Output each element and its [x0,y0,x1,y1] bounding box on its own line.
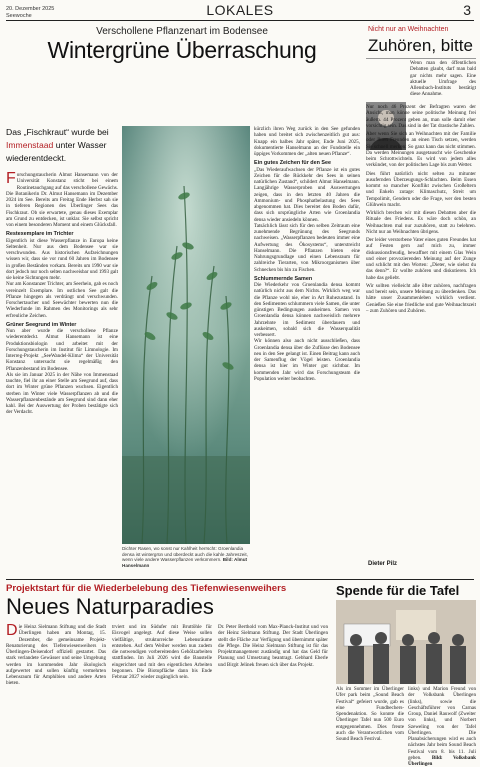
paragraph-text: orschungstaucherin Almut Hansemann von der Universität Konstanz sticht bei einem Routinetauchgang auf das verschollene Gewächs. Die Botanikerin Dr. Almut Hansemann im Dezember 2024 im See. Bereits am Freitag Ende Herbst sah sie in tieferen Regionen des Überlinger Sees das Fischkraut. Ob sie erwartete, genau dieses Exemplar am Grund zu entdecken, ist unklar. Sie selbst spricht von einem besonderen Moment und einem Glücksfall. [6,172,118,228]
header-rule [6,20,474,21]
tafel-text-right [408,686,476,767]
teaser-highlight: Immenstaad [6,140,54,150]
paragraph-text: Schlummernde Samen [254,275,313,282]
bottom-article-column-1 [6,624,106,712]
bottom-article-headline: Neues Naturparadies [6,594,214,619]
page-number: 3 [463,2,471,18]
tafel-text-left: Als im Sommer im Überlinger Ufer park beim „Sound Beach Festival“ gefeiert wurde, gab es eine Fundbechers-Spendenaktion. So konnte die Überlinger Tafel nun 500 Euro entgegennehmen. Dies freute auch die Verantwortlichen vom Sound Beach Festival. [336,686,404,742]
column-paragraph: Der leider verstorbene Vater eines guten Freundes hat auf Festen gern auf mich zu, immer diskussionsfreudig, bewaffnet mit einem Glas Wein und einer provozierenden Meinung auf der Zunge und schlicht mit den Worten: „Dieter, wie siehst du das denn?“. Er wollte zuhören und diskutieren. Ich habe das geliebt. [366,237,476,281]
column-title: Zuhören, bitte [368,36,473,55]
paragraph [254,167,360,223]
column-paragraph: Wirklich brechen wir mit diesen Debatten aber die Rituale des Friedens. Es wäre doch schön, an Weihnachten mal nur zuzuhören, statt zu belehren. Nicht nur an Weihnachten übrigens. [366,210,476,235]
teaser-text: Das „Fischkraut“ wurde bei [6,127,109,137]
bottom-article-column-3 [218,624,328,712]
paragraph-text: Restexemplare im Trichter [6,231,74,238]
paragraph-text: Wir können also auch nicht ausschließen, dass Groenlandia densa über die Zuflüsse den Bodensee neu in den See gelangt ist. Einen Beitrag kann auch der Samenflug der Vögel leisten. Groenlandia densa ist hier im Winter gut sichtbar. Im kommenden Jahr wird das Forschungsteam die Population weiter beobachten. [254,338,360,382]
paragraph [6,624,106,687]
article-teaser [6,126,118,165]
bottom-article-column-2 [112,624,212,712]
paragraph [112,624,212,680]
caption-text: Dichter Rasen, wo sonst nur Kahlheit herrscht: Groenlandia densa ist wintergrün und überdeckt auch die kahle Jahreszeit, wenn viele andere Wasserpflanzen verkümmern. [122,546,248,563]
paragraph [254,282,360,338]
column-paragraph: Wir sollten vielleicht alle öfter zuhören, nachfragen und bereit sein, unsere Meinung zu überdenken. Das hätte unser Zusammenleben wirklich verdient. Genießen Sie eine friedliche und gute Weihnachtszeit – zum Zuhören und Zuhören. [366,282,476,314]
section-title: LOKALES [206,2,274,18]
paragraph-text: trviert und im Südufer mit Bruttöhle für Eisvogel angelegt. Auf diese Weise sollen vielfältige, strukturreiche Lebensräume entstehen. Auf dem Weiher werden nun zudem die notwendigen vorbereitenden Gehölzarbeiten stattfinden. Im Juli 2026 wird die Baustelle eingerichtet und mit den eigentlichen Arbeiten begonnen. Die Biotopfläche dann bis Ende Februar 2027 wieder zugänglich sein. [112,624,212,680]
column-rule [366,58,476,59]
issue-town: Seewoche [6,12,32,19]
dropcap: D [6,622,18,639]
tafel-headline: Spende für die Tafel [336,583,460,598]
paragraph [6,328,118,372]
paragraph-text: Nur am Konstanzer Trichter, am Seerhein, gab es noch vereinzelt Exemplare. Im ostlichen See galt die Pflanze hingegen als verdrängt und verschwunden. Forschertaucher und Seewächter bewerten nun die Wiederfunde im Rahmen des Monitorings als sehr erfreuliche Zeichen. [6,281,118,319]
caption-credit: Bild: Almut Hanselmann [122,557,248,568]
column-kicker: Nicht nur an Weihnachten [368,26,449,33]
paragraph [254,338,360,382]
paragraph-text: Tatsächlich lässt sich für den selben Zeitraum eine zunehmende Begrünung des Seegrunds nachweisen. „Wasserpflanzen bedeuten immer eine Aufwertung des Ökosystems“, unterstreicht Hanselmann. Die Pflanzen bieten eine Nahrungsgrundlage und einen Lebensraum für zahlreiche Tierarten, von Mikroorganismen über Schnecken bis hin zu Fischen. [254,222,360,273]
dropcap: F [6,170,16,187]
plant-illustration [122,126,250,544]
paragraph-text: „Das Wiederaufwachsen der Pflanze ist ein gutes Zeichen für die Rückkehr des Sees in seinen natürlichen Zustand“, schildert Almut Hanselmann. Langjährige Wasserproben und Auswertungen zeigen, dass in den letzten 40 Jahren die Ammonium- und Phosphatbelastung des Sees abgenommen hat. Dies bereitet den Boden dafür, dass sich ursprüngliche Arten wie Groenlandia densa wieder ansiedeln können. [254,166,360,223]
article-column-1 [6,172,118,582]
column-intro: Wenn man den öffentlichen Debatten glaubt, darf man bald gar nichts mehr sagen. Eine aktuelle Umfrage des Allensbach-Instituts bestätigt diese Annahme. [410,60,476,98]
paragraph-text: Als sie im Januar 2025 in der Nähe von Immenstaad tauchte, fiel ihr an einer Stelle am Seegrund auf, dass dort im Winter grüne Pflanzen wuchsen. Eigentlich sterben im Winter viele Wasserpflanzen ab und die Wasserpflanzenbestände am Seegrund sind dann eher kahl. Bei der Auswertung der Proben bestätigte sich der Verdacht. [6,371,118,416]
paragraph-text: Ein gutes Zeichen für den See [254,160,331,167]
article-column-4 [254,126,360,580]
donation-photo [336,600,476,684]
underwater-plant-photo [122,126,250,544]
column-paragraph: Nur noch 46 Prozent der Befragten waren der Ansicht, man könne seine politische Meinung frei äußern. 44 Prozent geben an, man solle damit eher vorsichtig sein. Das sind in der Tat drastische Zahlen. [366,104,476,129]
paragraph [254,223,360,273]
paragraph-text: Dr. Peter Berthold vom Max-Planck-Institut und von der Heinz Sielmann Stiftung. Der Stadt Überlingen stellt die Fläche zur Verfügung und übernimmt später die Pflege. Die Heinz Sielmann Stiftung ist für das Projektmanagement zuständig und hat das Geld für Planung und Umsetzung beantragt. Gebhard Eberle und Birgit Jelinek freuen sich über das Projekt. [218,624,328,668]
tafel-text-right-body: links) und Marion Freund von der Volksbank Überlingen (links), sowie die Geschäftsführer von Carnas Group, Daniel Rauwolf (Zweiter von links), und Norbert Szeweling von der Tafel Überlingen. Die Planabsicherungen wird es auch nächstes Jahr beim Sound Beach Festival vom 8. bis 11. Juli geben. [408,686,476,761]
tafel-photo-credit: Bild: Volksbank Überlingen [408,754,476,767]
paragraph-text: Eigentlich ist diese Wasserpflanze in Europa keine Seltenheit. Nur aus dem Bodensee war sie verschwunden. Aus historischen Aufzeichnungen wissen wir, dass sie vor rund 60 Jahren im Bodensee in großen Beständen vorkam. Bereits um 1990 war sie dort jedoch nur noch selten nachweisbar und 1993 galt sie keine Sichtungen mehr. [6,237,118,281]
photo-caption [122,546,250,568]
bottom-rule [6,579,474,580]
article-headline: Wintergrüne Überraschung [47,37,317,63]
paragraph [6,372,118,416]
paragraph-text: Die Wiederkehr von Groenlandia densa kommt natürlich nicht aus dem Nichts. Wirklich weg war die Pflanze wohl nie, eher in Art Ruhezustand. In den Sedimenten schlummern viele Samen, die unter günstigen Bedingungen auskeimen. Samen von Groenlandia densa können nachweislich mehrere Jahrzehnte im Sediment überdauern und auskeimen, sobald sich die Wasserqualität verbessert. [254,282,360,338]
paragraph [6,172,118,228]
column-paragraph: Aber wenn Sie sich an Weihnachten mit der Familie oder Ihren Freunden an einen Tisch setzen, werden Sie schnell merken: So ganz kann das nicht stimmen. Da werden Meinungen ausgetauscht wie Geschenke beim Schrottwichteln. Es wird von jedem alles verkündet, von der politischen Lage bis zum Wetter. [366,131,476,169]
bottom-article-kicker: Projektstart für die Wiederbelebung des Tiefenwiesenweihers [6,583,287,594]
issue-date: 20. Dezember 2025 [6,6,55,12]
teaser-text-end: unter Wasser wiederentdeckt. [6,140,107,163]
article-kicker: Verschollene Pflanzenart im Bodensee [96,26,268,37]
paragraph [6,281,118,319]
paragraph-text: kürzlich ihren Weg zurück in den See gefunden haben und breitet sich zwischenzeitlich gut aus: Knapp ein halbes Jahr später, Ende Juni 2025, dokumentierte Hanselmann an der Fundstelle ein üppiges Vorkommen der „alten neuen Pflanze“. [254,126,360,157]
column-body [366,104,476,560]
group-photo-illustration [336,600,476,684]
paragraph-text: Nun aber wurde die verschollene Pflanze wiederentdeckt. Almut Hansemann ist eine Produktionsbiologin und arbeitet mit der Forschungstaucherin im Institut für Limnologie. Im Interreg-Projekt „SeeWandel-Klima“ der Universität Konstanz untersucht sie regelmäßig den Pflanzenbestand im Bodensee. [6,328,118,372]
paragraph-text: ie Heinz Sielmann Stiftung und die Stadt Überlingen haben am Montag, 15. Dezember, die gemeinsame Projekt-Renaturierung des Tiefenwiesenweihers in Überlingen-Deisendorf offiziell gestartet. Das stark verlandete Gewässer und seine Umgebung werden im kommenden Jahr ökologisch aufgewertet und sollen künftig vermehrten Lebensraum für Amphibien und andere Arten bieten. [6,624,106,687]
paragraph-text: Grüner Seegrund im Winter [6,321,77,328]
column-paragraph: Dies führt natürlich nicht selten zu mitunter ausufernden Überzeugungs-Schlachten. Beim Essen kommt so mancher Konflikt zwischen Großeltern und Enkeln zutage: Klimaschutz, Streit um Tempolimit, Gendern oder die Frage, wer den besten Glühwein macht. [366,170,476,208]
paragraph [6,238,118,282]
paragraph [218,624,328,668]
column-author: Dieter Pilz [368,561,398,567]
paragraph [254,126,360,157]
